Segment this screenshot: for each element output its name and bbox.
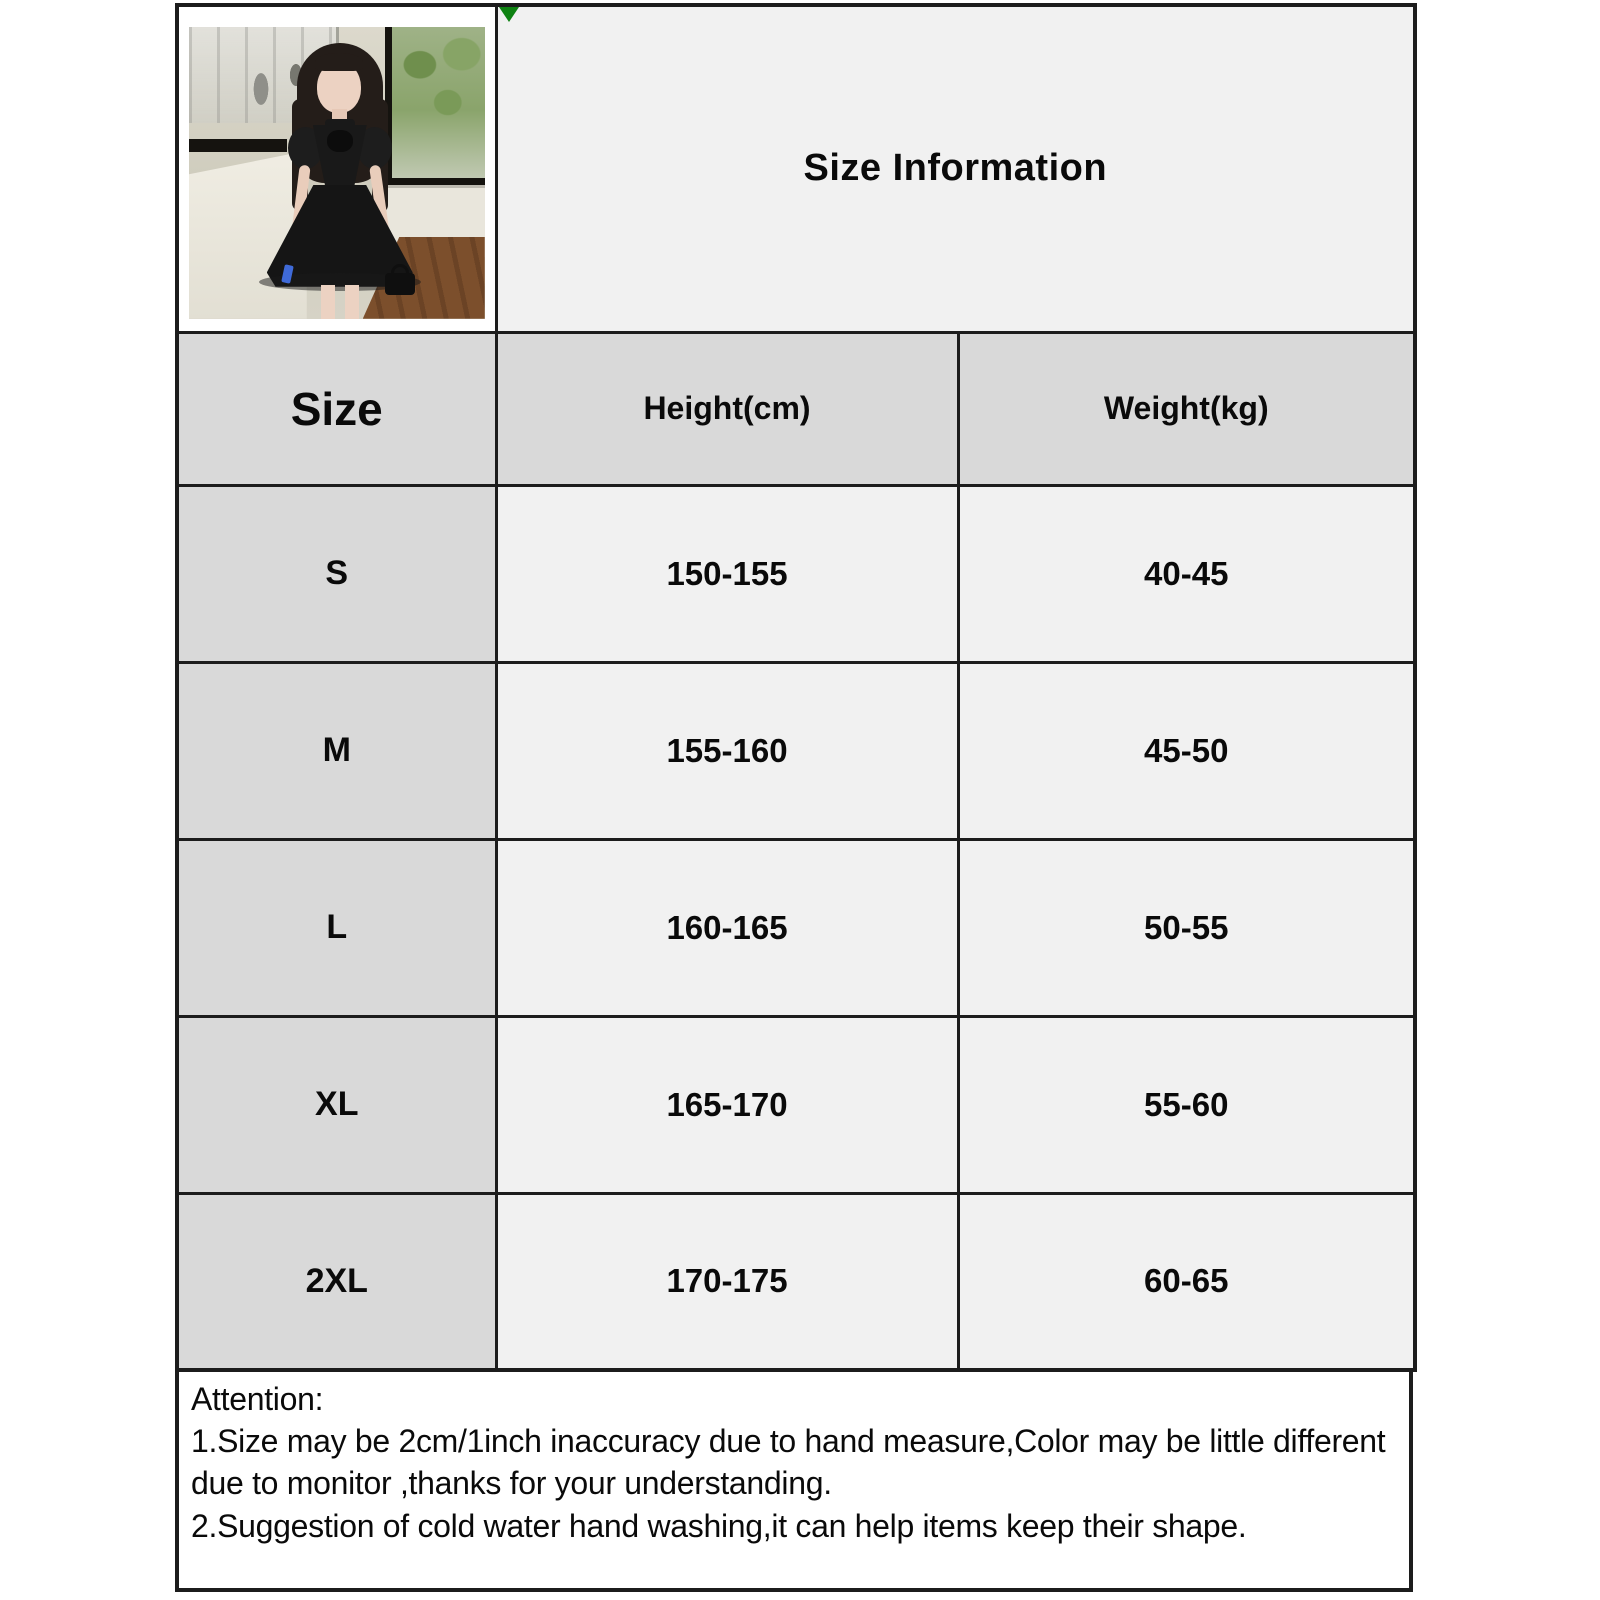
table-row-2xl (177, 1193, 1415, 1370)
height-value: 170-175 (496, 1193, 958, 1370)
table-row-s (177, 485, 1415, 662)
size-label: XL (177, 1016, 496, 1193)
weight-value: 50-55 (958, 839, 1415, 1016)
photo-model-leg-right (345, 285, 359, 319)
table-row-m (177, 662, 1415, 839)
weight-value: 40-45 (958, 485, 1415, 662)
photo-handbag (385, 273, 415, 295)
page-title: Size Information (803, 147, 1108, 190)
size-table (175, 3, 1417, 1372)
height-value: 165-170 (496, 1016, 958, 1193)
corner-flag-icon (499, 7, 519, 22)
attention-note-2: 2.Suggestion of cold water hand washing,it can help items keep their shape. (191, 1507, 1247, 1544)
weight-value: 45-50 (958, 662, 1415, 839)
header-row (177, 332, 1415, 485)
photo-dress-bow (327, 130, 353, 152)
photo-model-leg-left (321, 285, 335, 319)
size-chart-sheet (175, 3, 1413, 1592)
product-photo (189, 27, 485, 319)
top-row (177, 5, 1415, 332)
height-value: 155-160 (496, 662, 958, 839)
product-photo-cell (177, 5, 496, 332)
table-row-xl (177, 1016, 1415, 1193)
weight-value: 55-60 (958, 1016, 1415, 1193)
header-height: Height(cm) (496, 332, 958, 485)
title-cell (496, 5, 1415, 332)
photo-window-greenery (385, 27, 485, 185)
photo-model-fringe (315, 53, 363, 71)
header-weight: Weight(kg) (958, 332, 1415, 485)
weight-value: 60-65 (958, 1193, 1415, 1370)
attention-heading: Attention: (191, 1381, 324, 1417)
size-label: M (177, 662, 496, 839)
header-size: Size (177, 332, 496, 485)
table-row-l (177, 839, 1415, 1016)
height-value: 160-165 (496, 839, 958, 1016)
size-label: 2XL (177, 1193, 496, 1370)
size-label: S (177, 485, 496, 662)
attention-note-1: 1.Size may be 2cm/1inch inaccuracy due to hand measure,Color may be little different due to monitor ,thanks for your understanding. (191, 1423, 1386, 1502)
height-value: 150-155 (496, 485, 958, 662)
photo-window-rail (189, 139, 287, 152)
attention-box (175, 1368, 1413, 1592)
size-label: L (177, 839, 496, 1016)
